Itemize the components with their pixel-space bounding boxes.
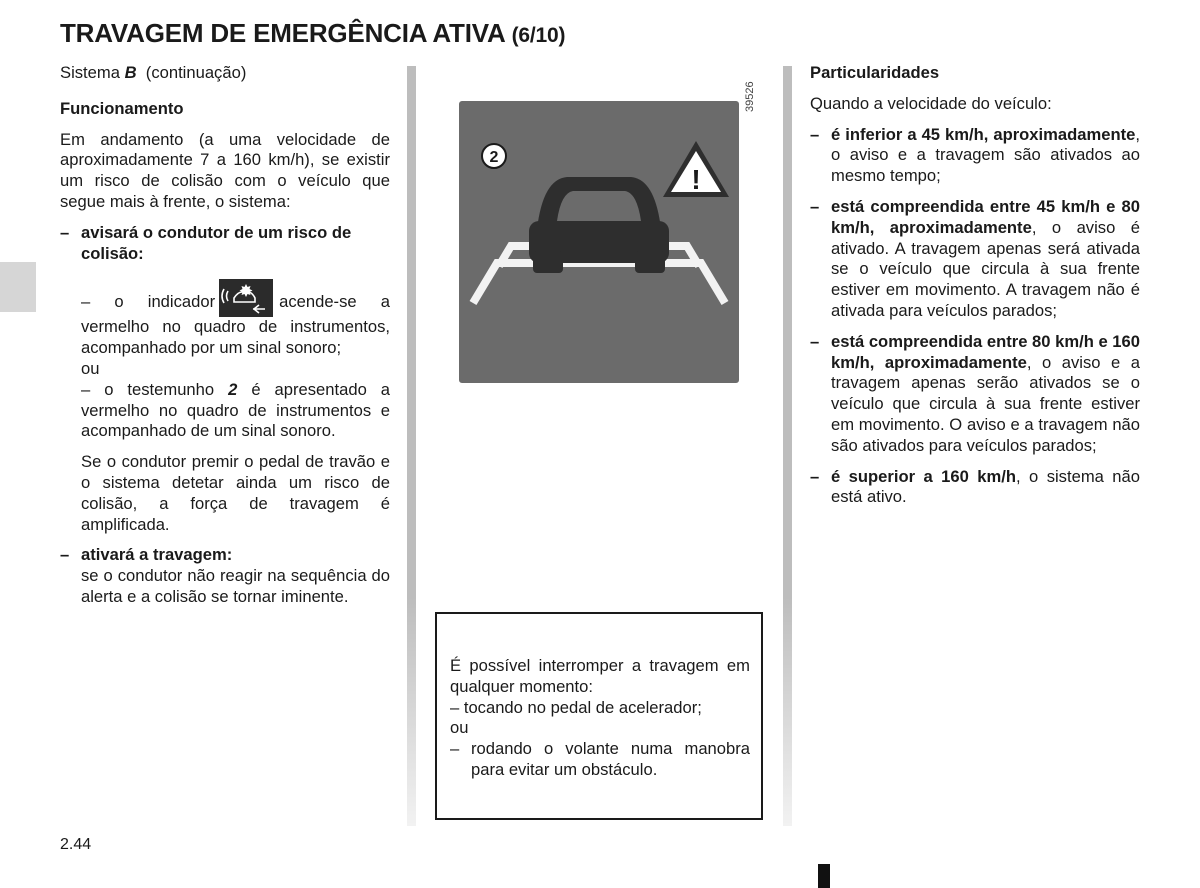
brake-condition-text: se o condutor não reagir na sequência do alerta e a colisão se tornar iminente. — [81, 566, 390, 606]
intro-paragraph: Em andamento (a uma velocidade de aproximadamente 7 a 160 km/h), se existir um risco de colisão com o veículo que segue mais à frente, o sistema: — [60, 129, 390, 211]
particularities-intro: Quando a velocidade do veículo: — [810, 93, 1052, 113]
left-column — [60, 63, 390, 608]
dashboard-warning-illustration — [459, 101, 739, 383]
note-item-steering: – rodando o volante numa manobra para evitar um obstáculo. — [450, 739, 750, 779]
or-separator: ou — [81, 358, 100, 378]
note-or: ou — [450, 718, 469, 738]
figure-code: 39526 — [744, 81, 756, 112]
page-counter: (6/10) — [511, 24, 566, 47]
collision-warning-indicator-icon — [219, 279, 273, 317]
note-item-accelerator: – tocando no pedal de acelerador; — [450, 697, 702, 717]
bullet-brake: – ativará a travagem: se o condutor não reagir na sequência do alerta e a colisão se tornar iminente. — [60, 545, 390, 606]
speed-item-3: – está compreendida entre 80 km/h e 160 km/h, aproximadamente, o aviso e a travagem apenas serão ativados se o veículo que circula à sua frente estiver em movimento. O aviso e a travagem não são ativados para veículos parados; — [810, 331, 1140, 455]
warning-exclamation: ! — [691, 164, 701, 195]
speed-item-2: – está compreendida entre 45 km/h e 80 km/h, aproximadamente, o aviso é ativado. A travagem apenas será ativada se o veículo que circula à sua frente estiver em movimento. A travagem não é ativada para veículos parados; — [810, 196, 1140, 320]
column-divider-right — [783, 66, 792, 826]
sub-item-indicator: – o indicador acende-se a vermelho no quadro de instrumentos, acompanhado por um sinal sonoro; — [81, 279, 390, 359]
note-box — [435, 612, 763, 820]
page-number: 2.44 — [60, 836, 92, 853]
callout-number: 2 — [489, 149, 499, 166]
right-column — [810, 63, 1140, 508]
system-label: Sistema B (continuação) — [60, 63, 247, 82]
section-heading: Funcionamento — [60, 98, 184, 118]
column-divider-left — [407, 66, 416, 826]
sub-item-callout: – o testemunho 2 é apresentado a vermelho no quadro de instrumentos e acompanhado de um sinal sonoro. — [81, 379, 390, 441]
lane-line-rear-icon — [473, 263, 725, 303]
note-intro: É possível interromper a travagem em qualquer momento: — [450, 656, 750, 696]
page-title: TRAVAGEM DE EMERGÊNCIA ATIVA (6/10) — [60, 18, 566, 48]
brake-assist-paragraph: Se o condutor premir o pedal de travão e o sistema detetar ainda um risco de colisão, a força de travagem é amplificada. — [81, 452, 390, 534]
particularities-heading: Particularidades — [810, 63, 940, 82]
speed-item-1: – é inferior a 45 km/h, aproximadamente, o aviso e a travagem são ativados ao mesmo tempo; — [810, 124, 1140, 186]
chapter-tab — [0, 262, 36, 312]
page-corner-mark — [818, 864, 830, 888]
speed-item-4: – é superior a 160 km/h, o sistema não está ativo. — [810, 466, 1140, 507]
bullet-warn: – avisará o condutor de um risco de colisão: – o indicador acende-se a vermelho no quadro de instrumentos, acompanhado por um sinal sonoro; ou – o testemunho 2 é apresentado a vermelho no quadro de instrumentos e acompanhado de um sinal sonoro. Se o condutor premir o pedal de travão e o sistema detetar ainda um risco de colisão, a força de travagem é amplificada. — [60, 222, 390, 534]
